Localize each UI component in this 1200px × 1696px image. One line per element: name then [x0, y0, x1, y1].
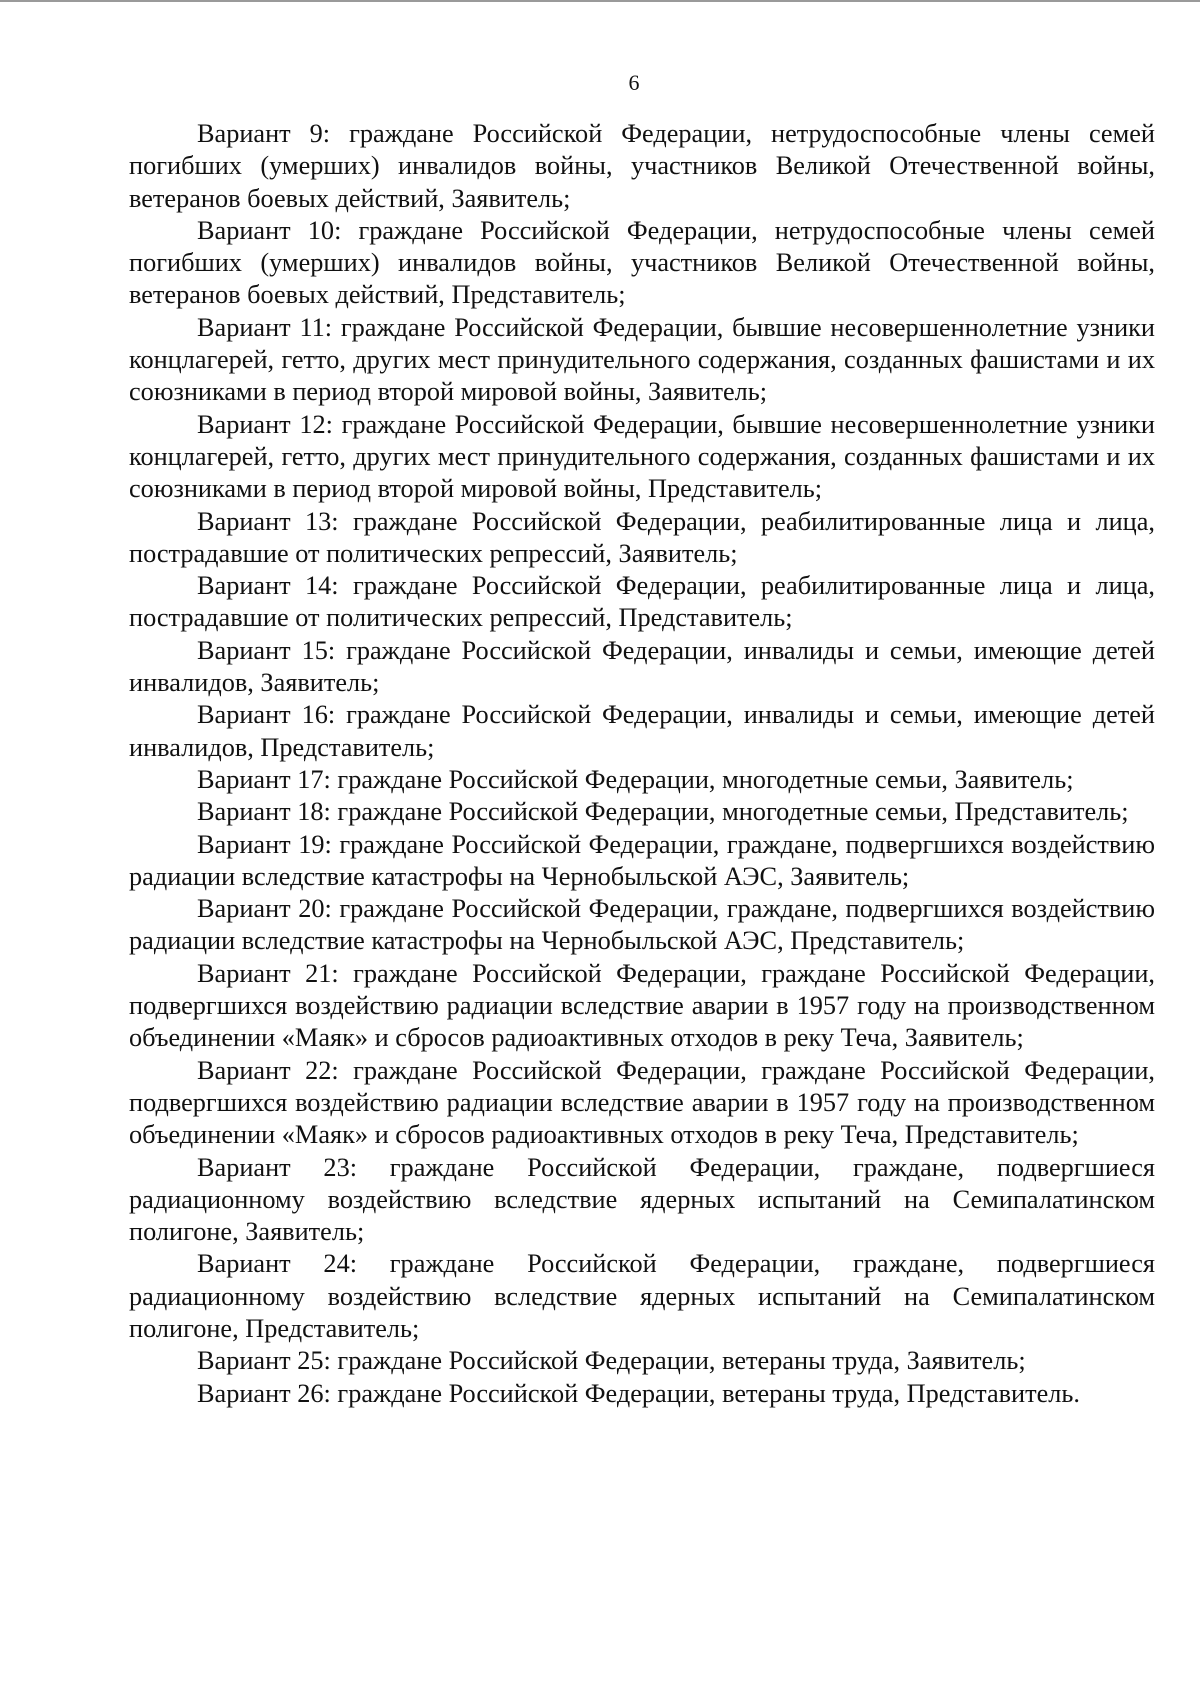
scan-top-edge	[0, 0, 1200, 2]
paragraph-variant-10: Вариант 10: граждане Российской Федерации, нетрудоспособные члены семей погибших (умерших) инвалидов войны, участников Великой Отечественной войны, ветеранов боевых действий, Представитель;	[129, 215, 1155, 310]
paragraph-variant-24: Вариант 24: граждане Российской Федерации, граждане, подвергшиеся радиационному воздействию вследствие ядерных испытаний на Семипалатинском полигоне, Представитель;	[129, 1249, 1155, 1343]
document-body	[129, 118, 1155, 1410]
paragraph-variant-20: Вариант 20: граждане Российской Федерации, граждане, подвергшихся воздействию радиации вследствие катастрофы на Чернобыльской АЭС, Представитель;	[129, 894, 1155, 956]
paragraph-variant-17: Вариант 17: граждане Российской Федерации, многодетные семьи, Заявитель;	[197, 764, 1074, 794]
paragraph-variant-26: Вариант 26: граждане Российской Федерации, ветераны труда, Представитель.	[197, 1378, 1080, 1408]
paragraph-variant-14: Вариант 14: граждане Российской Федерации, реабилитированные лица и лица, пострадавшие от политических репрессий, Представитель;	[129, 571, 1155, 633]
paragraph-variant-12: Вариант 12: граждане Российской Федерации, бывшие несовершеннолетние узники концлагерей, гетто, других мест принудительного содержания, созданных фашистами и их союзниками в период второй мировой войны, Представитель;	[129, 409, 1155, 504]
paragraph-variant-22: Вариант 22: граждане Российской Федерации, граждане Российской Федерации, подвергшихся воздействию радиации вследствие аварии в 1957 году на производственном объединении «Маяк» и сбросов радиоактивных отходов в реку Теча, Представитель;	[129, 1055, 1155, 1150]
paragraph-variant-23: Вариант 23: граждане Российской Федерации, граждане, подвергшиеся радиационному воздействию вследствие ядерных испытаний на Семипалатинском полигоне, Заявитель;	[129, 1152, 1155, 1247]
paragraph-variant-13: Вариант 13: граждане Российской Федерации, реабилитированные лица и лица, пострадавшие от политических репрессий, Заявитель;	[129, 506, 1155, 568]
paragraph-variant-9: Вариант 9: граждане Российской Федерации, нетрудоспособные члены семей погибших (умерших) инвалидов войны, участников Великой Отечественной войны, ветеранов боевых действий, Заявитель;	[129, 119, 1155, 213]
paragraph-variant-16: Вариант 16: граждане Российской Федерации, инвалиды и семьи, имеющие детей инвалидов, Представитель;	[129, 700, 1155, 762]
paragraph-variant-19: Вариант 19: граждане Российской Федерации, граждане, подвергшихся воздействию радиации вследствие катастрофы на Чернобыльской АЭС, Заявитель;	[129, 829, 1155, 891]
paragraph-variant-25: Вариант 25: граждане Российской Федерации, ветераны труда, Заявитель;	[197, 1346, 1026, 1376]
paragraph-variant-11: Вариант 11: граждане Российской Федерации, бывшие несовершеннолетние узники концлагерей, гетто, других мест принудительного содержания, созданных фашистами и их союзниками в период второй мировой войны, Заявитель;	[129, 312, 1155, 407]
page-number: 6	[628, 70, 640, 95]
paragraph-variant-18: Вариант 18: граждане Российской Федерации, многодетные семьи, Представитель;	[197, 797, 1129, 827]
paragraph-variant-21: Вариант 21: граждане Российской Федерации, граждане Российской Федерации, подвергшихся воздействию радиации вследствие аварии в 1957 году на производственном объединении «Маяк» и сбросов радиоактивных отходов в реку Теча, Заявитель;	[129, 958, 1155, 1053]
paragraph-variant-15: Вариант 15: граждане Российской Федерации, инвалиды и семьи, имеющие детей инвалидов, Заявитель;	[129, 635, 1155, 698]
